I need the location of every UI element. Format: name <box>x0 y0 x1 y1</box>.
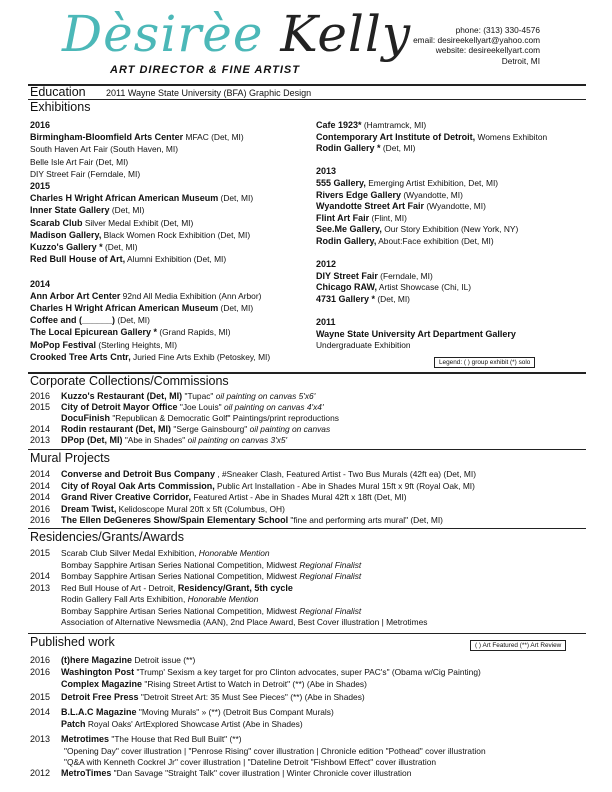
exhibition-venue: Cafe 1923* <box>316 120 362 130</box>
logo-last-name: Kelly <box>280 5 412 63</box>
exhibition-detail: Alumni Exhibition (Det, MI) <box>125 254 227 265</box>
mural-entry <box>61 515 443 525</box>
mural-entry <box>61 492 407 502</box>
commission-entry <box>61 391 315 401</box>
exhibition-detail: Black Women Rock Exhibition (Det, MI) <box>101 229 251 240</box>
exhibition-detail: Womens Exhibiton <box>475 131 548 142</box>
mural-detail: "fine and performing arts mural" (Det, MI) <box>288 515 443 525</box>
exhibition-entry <box>30 169 140 179</box>
publication-entry <box>61 734 242 744</box>
award-title: Residency/Grant, 5th cycle <box>177 582 293 593</box>
publication-detail: Detroit issue (**) <box>132 655 196 665</box>
commission-emphasis: oil painting on canvas 3'x5' <box>187 435 288 445</box>
exhibition-entry <box>30 193 253 203</box>
exhibition-venue: Birmingham-Bloomfield Arts Center <box>30 132 184 143</box>
mural-heading: Mural Projects <box>30 451 110 465</box>
exhibition-venue: Wayne State University Art Department Gallery <box>316 328 516 339</box>
contact-email: email: desireekellyart@yahoo.com <box>413 35 540 46</box>
exhibition-detail: (Wyandotte, MI) <box>424 201 486 212</box>
exhibition-venue: Charles H Wright African American Museum <box>30 193 219 204</box>
mural-detail: Featured Artist - Abe in Shades Mural 42ft x 18ft (Det, MI) <box>191 492 407 502</box>
publication-title: B.L.A.C Magazine <box>61 707 137 717</box>
exhibition-year: 2016 <box>30 120 51 130</box>
commission-entry <box>61 402 324 412</box>
education-line: 2011 Wayne State University (BFA) Graphic Design <box>106 88 312 98</box>
award-emphasis: Regional Finalist <box>299 605 362 616</box>
exhibition-venue: The Local Epicurean Gallery * <box>30 327 158 338</box>
publication-title: Metrotimes <box>61 734 110 744</box>
publication-detail: Royal Oaks' ArtExplored Showcase Artist (Abe in Shades) <box>85 719 303 729</box>
award-year: 2014 <box>30 571 51 581</box>
mural-year: 2016 <box>30 515 51 525</box>
commission-title: City of Detroit Mayor Office <box>61 402 178 412</box>
exhibition-entry <box>316 294 410 304</box>
publication-entry <box>64 746 486 756</box>
exhibition-entry <box>30 315 150 325</box>
exhibition-venue: Rivers Edge Gallery <box>316 189 402 200</box>
publication-detail: "Dan Savage "Straight Talk" cover illustration | Winter Chronicle cover illustration <box>111 768 412 778</box>
award-emphasis: Honorable Mention <box>198 548 270 558</box>
exhibition-entry <box>316 340 411 350</box>
exhibition-venue: MoPop Festival <box>30 339 97 350</box>
exhibition-venue: Red Bull House of Art, <box>30 254 126 265</box>
exhibition-detail: (Det, MI) <box>109 205 145 216</box>
commission-emphasis: oil painting on canvas 5'x6' <box>215 391 316 401</box>
mural-title: Converse and Detroit Bus Company <box>61 469 216 479</box>
publication-detail: "Trump' Sexism a key target for pro Clinton advocates, super PAC's" (Obama w/Cig Painting) <box>134 667 481 677</box>
divider <box>28 528 586 529</box>
contact-website: website: desireekellyart.com <box>435 45 540 56</box>
exhibition-entry <box>316 236 494 246</box>
publication-title: Washington Post <box>61 667 135 677</box>
commission-title: DPop (Det, MI) <box>61 435 123 445</box>
divider <box>28 84 586 86</box>
exhibition-entry <box>30 218 193 228</box>
exhibition-entry <box>30 340 177 350</box>
publication-detail: "The House that Red Bull Built" (**) <box>109 734 242 744</box>
exhibition-year: 2013 <box>316 166 337 177</box>
exhibition-venue: Rodin Gallery, <box>316 236 377 246</box>
award-detail: Bombay Sapphire Artisan Series National Competition, Midwest <box>61 559 300 570</box>
award-detail: Bombay Sapphire Artisan Series National Competition, Midwest <box>61 571 300 581</box>
exhibition-entry <box>30 327 231 337</box>
commission-year: 2015 <box>30 402 51 412</box>
award-emphasis: Regional Finalist <box>299 571 362 581</box>
exhibition-detail: (Det, MI) <box>102 242 138 252</box>
exhibition-entry <box>316 201 486 211</box>
exhibition-venue: 555 Gallery, <box>316 178 366 188</box>
divider <box>28 449 586 450</box>
exhibition-detail: (Det, MI) <box>380 143 416 154</box>
exhibition-detail: Artist Showcase (Chi, IL) <box>377 282 472 293</box>
exhibition-entry <box>30 303 253 313</box>
commission-detail: "Joe Louis" <box>177 402 224 412</box>
mural-year: 2014 <box>30 469 51 479</box>
exhibition-entry <box>30 230 250 240</box>
published-legend: ( ) Art Featured (**) Art Review <box>470 640 566 651</box>
published-heading: Published work <box>30 635 115 649</box>
exhibition-entry <box>30 144 178 154</box>
award-detail: Red Bull House of Art - Detroit, <box>61 582 178 593</box>
exhibition-venue: Contemporary Art Institute of Detroit, <box>316 131 476 142</box>
award-entry <box>61 560 361 570</box>
publication-year: 2015 <box>30 692 51 702</box>
award-detail: Rodin Gallery Fall Arts Exhibition, <box>61 594 188 604</box>
exhibition-detail: Belle Isle Art Fair (Det, MI) <box>30 156 129 167</box>
commission-detail: "Republican & Democratic Golf" Paintings/print reproductions <box>110 413 339 423</box>
exhibition-year: 2015 <box>30 181 51 191</box>
exhibitions-heading: Exhibitions <box>30 100 91 114</box>
exhibition-entry <box>30 352 270 362</box>
publication-detail: "Q&A with Kenneth Cockrel Jr" cover illustration | "Dateline Detroit "Fishbowl Effect" cover illustration <box>64 757 437 767</box>
divider <box>28 633 586 634</box>
mural-year: 2016 <box>30 503 51 514</box>
mural-detail: Public Art Installation - Abe in Shades Mural 15ft x 9ft (Royal Oak, MI) <box>214 480 475 491</box>
publication-title: MetroTimes <box>61 768 112 778</box>
exhibition-detail: Emerging Artist Exhibition, Det, MI) <box>365 178 499 188</box>
publication-year: 2013 <box>30 734 51 744</box>
exhibition-entry <box>30 205 144 215</box>
exhibition-detail: (Sterling Heights, MI) <box>96 339 177 350</box>
education-heading: Education <box>30 85 86 99</box>
commission-emphasis: oil painting on canvas <box>249 424 331 434</box>
contact-phone: phone: (313) 330-4576 <box>455 25 540 35</box>
exhibition-entry <box>316 329 516 339</box>
publication-title: (t)here Magazine <box>61 655 133 665</box>
mural-title: The Ellen DeGeneres Show/Spain Elementary School <box>61 515 289 525</box>
exhibition-venue: Kuzzo's Gallery * <box>30 242 103 252</box>
commission-year: 2013 <box>30 435 51 445</box>
exhibition-detail: Undergraduate Exhibition <box>316 340 411 351</box>
award-emphasis: Honorable Mention <box>187 594 259 604</box>
commission-entry <box>61 413 339 423</box>
exhibition-entry <box>316 271 433 281</box>
exhibition-detail: Our Story Exhibition (New York, NY) <box>381 224 519 235</box>
publication-detail: "Rising Street Artist to Watch in Detroit" (**) (Abe in Shades) <box>142 679 367 689</box>
exhibition-detail: South Haven Art Fair (South Haven, MI) <box>30 144 179 155</box>
commission-emphasis: oil painting on canvas 4'x4' <box>223 402 324 412</box>
exhibition-entry <box>30 157 128 167</box>
exhibition-detail: (Det, MI) <box>115 315 150 326</box>
exhibition-venue: Charles H Wright African American Museum <box>30 303 219 313</box>
mural-year: 2014 <box>30 492 51 502</box>
publication-detail: "Opening Day" cover illustration | "Penrose Rising" cover illustration | Chronicle edition "Pothead" cover illustration <box>64 746 486 756</box>
publication-year: 2016 <box>30 655 51 665</box>
publication-title: Detroit Free Press <box>61 692 139 702</box>
exhibition-entry <box>316 120 426 130</box>
mural-entry <box>61 469 476 479</box>
award-entry <box>61 548 270 558</box>
residencies-heading: Residencies/Grants/Awards <box>30 530 185 544</box>
commission-title: Kuzzo's Restaurant (Det, MI) <box>61 391 183 401</box>
publication-entry <box>61 679 367 689</box>
award-entry <box>61 594 258 604</box>
publication-detail: "Detroit Street Art: 35 Must See Pieces" (**) (Abe in Shades) <box>138 692 365 702</box>
exhibition-entry <box>30 254 226 264</box>
exhibition-detail: Juried Fine Arts Exhib (Petoskey, MI) <box>130 351 271 362</box>
exhibition-venue: 4731 Gallery * <box>316 294 376 304</box>
exhibition-venue: Inner State Gallery <box>30 205 110 216</box>
award-entry <box>61 571 361 581</box>
exhibition-detail: (Wyandotte, MI) <box>401 189 463 200</box>
exhibition-detail: (Ferndale, MI) <box>377 270 433 281</box>
exhibition-detail: DIY Street Fair (Ferndale, MI) <box>30 168 141 179</box>
award-entry <box>61 583 293 593</box>
exhibition-venue: Crooked Tree Arts Cntr, <box>30 351 131 362</box>
exhibition-entry <box>316 132 547 142</box>
commission-detail: "Tupac" <box>182 391 216 401</box>
exhibition-venue: Chicago RAW, <box>316 282 378 293</box>
exhibition-year: 2012 <box>316 259 337 270</box>
exhibition-entry <box>316 190 463 200</box>
exhibition-detail: MFAC (Det, MI) <box>183 132 244 143</box>
publication-year: 2014 <box>30 707 51 717</box>
award-detail: Bombay Sapphire Artisan Series National Competition, Midwest <box>61 605 300 616</box>
logo-first-name: Dèsirèe <box>62 5 264 63</box>
exhibition-venue: Rodin Gallery * <box>316 143 381 154</box>
publication-entry <box>61 667 481 677</box>
exhibition-detail: (Det, MI) <box>218 303 254 313</box>
exhibition-detail: (Grand Rapids, MI) <box>157 327 231 338</box>
publication-entry <box>61 768 411 778</box>
exhibition-detail: Silver Medal Exhibit (Det, MI) <box>82 217 194 228</box>
commission-year: 2014 <box>30 424 51 434</box>
mural-detail: , #Sneaker Clash, Featured Artist - Two Bus Murals (42ft ea) (Det, MI) <box>215 469 476 479</box>
exhibition-venue: DIY Street Fair <box>316 270 378 281</box>
exhibition-entry <box>30 291 261 301</box>
exhibition-detail: (Det, MI) <box>375 294 410 304</box>
exhibition-year: 2011 <box>316 317 336 328</box>
award-entry <box>61 606 361 616</box>
exhibition-detail: 92nd All Media Exhibition (Ann Arbor) <box>120 290 262 301</box>
commission-detail: "Serge Gainsbourg" <box>171 424 250 434</box>
mural-title: Grand River Creative Corridor, <box>61 492 192 502</box>
commission-title: DocuFinish <box>61 413 110 423</box>
mural-title: Dream Twist, <box>61 503 117 514</box>
mural-entry <box>61 481 475 491</box>
exhibition-entry <box>316 178 498 188</box>
exhibition-venue: Wyandotte Street Art Fair <box>316 201 425 212</box>
exhibition-entry <box>30 132 244 142</box>
commission-detail: "Abe in Shades" <box>122 435 188 445</box>
award-emphasis: Regional Finalist <box>299 559 362 570</box>
mural-entry <box>61 504 285 514</box>
exhibition-entry <box>316 282 471 292</box>
contact-city: Detroit, MI <box>501 55 540 66</box>
exhibition-entry <box>316 224 518 234</box>
award-entry <box>61 617 428 627</box>
commission-year: 2016 <box>30 391 51 401</box>
exhibition-venue: Scarab Club <box>30 217 83 228</box>
publication-year: 2016 <box>30 667 51 677</box>
exhibition-detail: (Flint, MI) <box>369 212 407 223</box>
exhibition-venue: See.Me Gallery, <box>316 224 382 235</box>
publication-title: Complex Magazine <box>61 679 143 689</box>
contact-block <box>390 25 540 66</box>
divider <box>28 99 586 100</box>
exhibition-detail: (Det, MI) <box>218 193 254 204</box>
exhibition-entry <box>316 213 407 223</box>
corporate-heading: Corporate Collections/Commissions <box>30 374 229 388</box>
exhibition-entry <box>30 242 138 252</box>
publication-title: Patch <box>61 719 86 729</box>
exhibition-detail: (Hamtramck, MI) <box>361 120 427 130</box>
award-detail: Scarab Club Silver Medal Exhibition, <box>61 548 199 558</box>
publication-entry <box>61 692 365 702</box>
exhibitions-legend: Legend: ( ) group exhibit (*) solo <box>434 357 535 368</box>
mural-title: City of Royal Oak Arts Commission, <box>61 480 215 491</box>
publication-detail: "Moving Murals" » (**) (Detroit Bus Compant Murals) <box>136 707 334 717</box>
logo-subtitle: ART DIRECTOR & FINE ARTIST <box>110 64 300 76</box>
mural-detail: Kelidoscope Mural 20ft x 5ft (Columbus, OH) <box>116 503 285 514</box>
award-detail: Association of Alternative Newsmedia (AAN), 2nd Place Award, Best Cover illustration | Metrotimes <box>61 617 428 627</box>
commission-entry <box>61 424 330 434</box>
exhibition-venue: Flint Art Fair <box>316 212 370 223</box>
exhibition-venue: Ann Arbor Art Center <box>30 290 121 301</box>
publication-entry <box>61 655 195 665</box>
commission-title: Rodin restaurant (Det, MI) <box>61 424 172 434</box>
publication-entry <box>64 757 436 767</box>
exhibition-year: 2014 <box>30 278 51 289</box>
exhibition-detail: About:Face exhibition (Det, MI) <box>376 236 494 246</box>
publication-year: 2012 <box>30 768 51 778</box>
award-year: 2013 <box>30 582 51 593</box>
commission-entry <box>61 435 287 445</box>
publication-entry <box>61 707 334 717</box>
logo-name <box>62 6 411 62</box>
exhibition-venue: Madison Gallery, <box>30 229 102 240</box>
publication-entry <box>61 719 303 729</box>
logo <box>62 5 412 84</box>
exhibition-venue: Coffee and (______) <box>30 315 116 326</box>
exhibition-entry <box>316 143 415 153</box>
mural-year: 2014 <box>30 480 51 491</box>
award-year: 2015 <box>30 548 51 558</box>
